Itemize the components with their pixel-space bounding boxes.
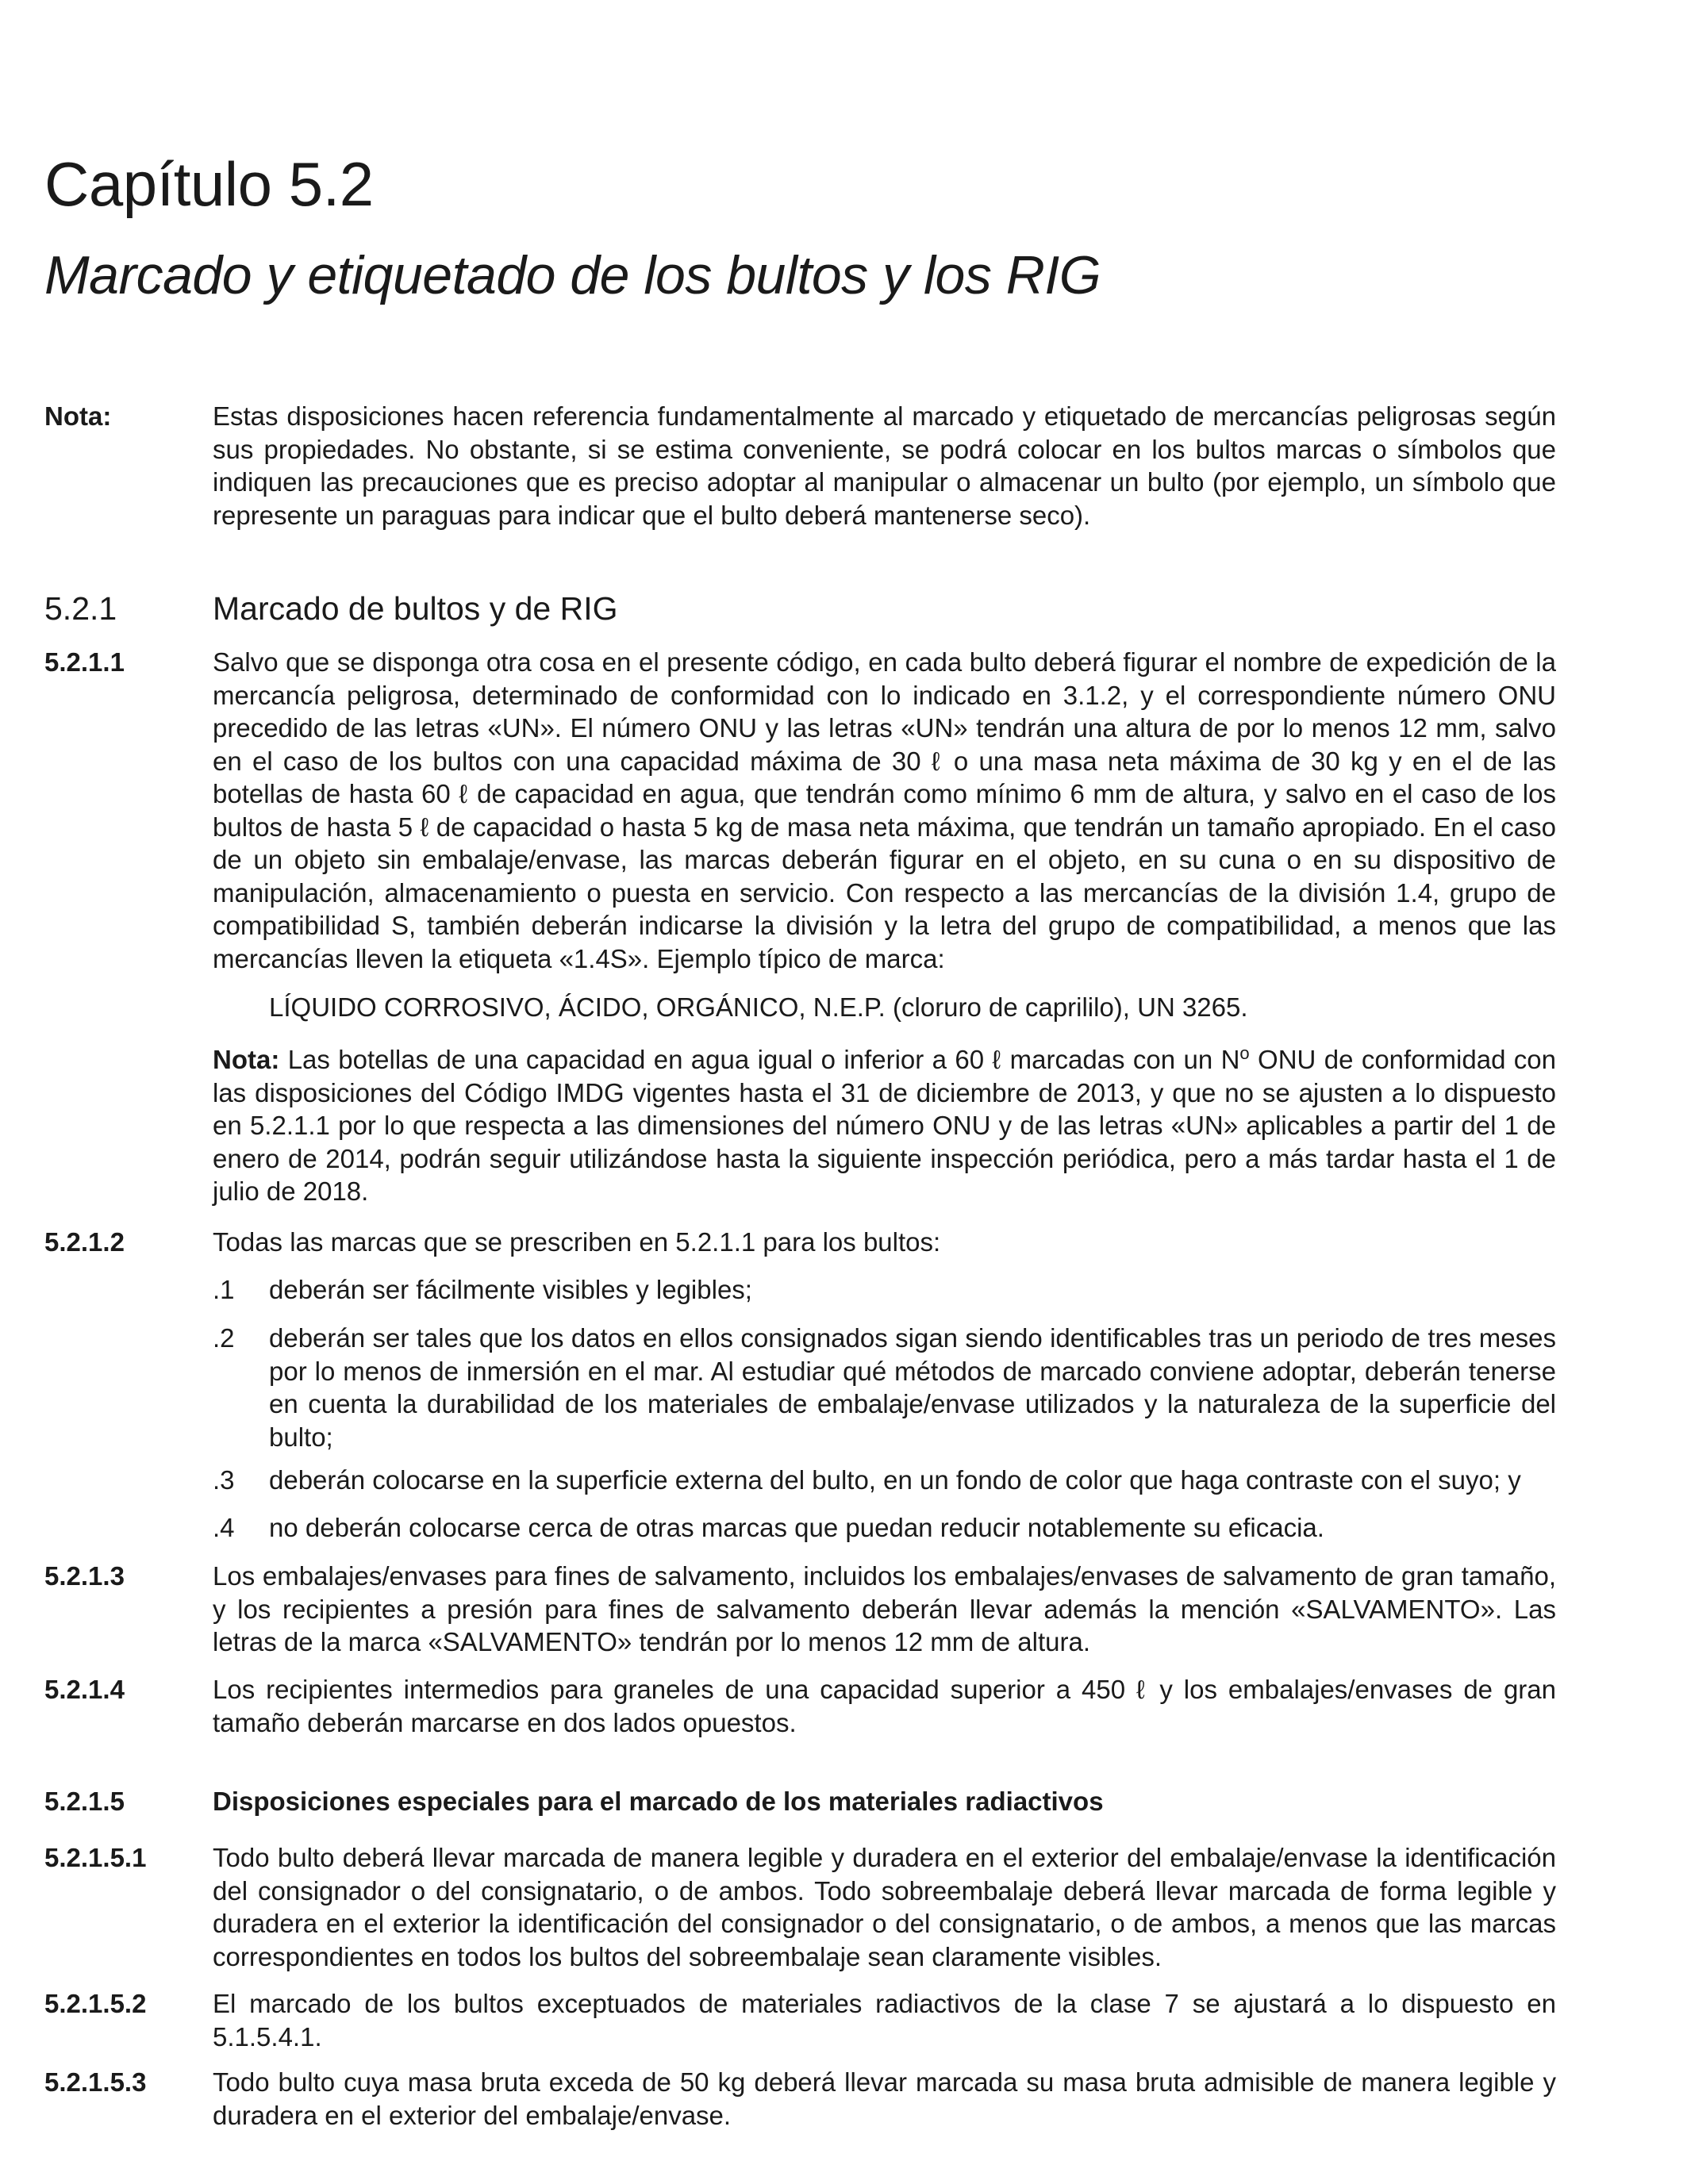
paragraph-text: Los recipientes intermedios para graneles de una capacidad superior a 450 ℓ y los embalajes/envases de gran tamaño deberán marcarse en dos lados opuestos. bbox=[213, 1675, 1556, 1737]
paragraph-number: 5.2.1.5.2 bbox=[44, 1989, 147, 2018]
intro-note-label: Nota: bbox=[44, 401, 112, 431]
paragraph-text: Salvo que se disponga otra cosa en el presente código, en cada bulto deberá figurar el nombre de expedición de la mercancía peligrosa, determinado de conformidad con lo indicado en 3.1.2, y el correspondiente número ONU precedido de las letras «UN». El número ONU y las letras «UN» tendrán una altura de por lo menos 12 mm, salvo en el caso de los bultos con una capacidad máxima de 30 ℓ o una masa neta máxima de 30 kg y en el de las botellas de hasta 60 ℓ de capacidad en agua, que tendrán como mínimo 6 mm de altura, y salvo en el caso de los bultos de hasta 5 ℓ de capacidad o hasta 5 kg de masa neta máxima, que tendrán un tamaño apropiado. En el caso de un objeto sin embalaje/envase, las marcas deberán figurar en el objeto, en su cuna o en su dispositivo de manipulación, almacenamiento o puesta en servicio. Con respecto a las mercancías de la división 1.4, grupo de compatibilidad S, también deberán indicarse la división y la letra del grupo de compatibilidad, a menos que las mercancías lleven la etiqueta «1.4S». Ejemplo típico de marca: bbox=[213, 647, 1556, 973]
section-title: Marcado de bultos y de RIG bbox=[213, 590, 618, 627]
paragraph-number: 5.2.1.5.1 bbox=[44, 1843, 147, 1872]
paragraph-number: 5.2.1.4 bbox=[44, 1675, 125, 1704]
list-item-number: .2 bbox=[213, 1323, 235, 1353]
list-item-text: deberán colocarse en la superficie externa del bulto, en un fondo de color que haga contraste con el suyo; y bbox=[269, 1465, 1521, 1495]
marking-example: LÍQUIDO CORROSIVO, ÁCIDO, ORGÁNICO, N.E.P. (cloruro de caprililo), UN 3265. bbox=[269, 992, 1248, 1022]
paragraph-number: 5.2.1.2 bbox=[44, 1227, 125, 1257]
paragraph-note bbox=[213, 1043, 1556, 1208]
list-item-number: .3 bbox=[213, 1465, 235, 1495]
paragraph-text: El marcado de los bultos exceptuados de materiales radiactivos de la clase 7 se ajustará a lo dispuesto en 5.1.5.4.1. bbox=[213, 1989, 1556, 2052]
paragraph-text: Todo bulto cuya masa bruta exceda de 50 kg deberá llevar marcada su masa bruta admisible de manera legible y duradera en el exterior del embalaje/envase. bbox=[213, 2067, 1556, 2130]
list-item-text: no deberán colocarse cerca de otras marcas que puedan reducir notablemente su eficacia. bbox=[269, 1513, 1324, 1542]
paragraph-number: 5.2.1.1 bbox=[44, 647, 125, 677]
note-text-a: Las botellas de una capacidad en agua igual o inferior a 60 ℓ marcadas con un N bbox=[287, 1045, 1240, 1074]
list-item-number: .1 bbox=[213, 1275, 235, 1304]
paragraph-text: Todo bulto deberá llevar marcada de manera legible y duradera en el exterior del embalaje/envase la identificación del consignador o del consignatario, o de ambos. Todo sobreembalaje deberá llevar marcada de forma legible y duradera en el exterior la identificación del consignador o del consignatario, o de ambos, a menos que las marcas correspondientes en todos los bultos del sobreembalaje sean claramente visibles. bbox=[213, 1843, 1556, 1971]
subsection-title: Disposiciones especiales para el marcado de los materiales radiactivos bbox=[213, 1787, 1104, 1816]
paragraph-number: 5.2.1.3 bbox=[44, 1561, 125, 1591]
paragraph-number: 5.2.1.5 bbox=[44, 1787, 125, 1816]
paragraph-text: Los embalajes/envases para fines de salvamento, incluidos los embalajes/envases de salvamento de gran tamaño, y los recipientes a presión para fines de salvamento deberán llevar además la mención «SALVAMENTO». Las letras de la marca «SALVAMENTO» tendrán por lo menos 12 mm de altura. bbox=[213, 1561, 1556, 1656]
chapter-subtitle: Marcado y etiquetado de los bultos y los RIG bbox=[44, 245, 1101, 305]
note-text-b: ONU de conformidad con las disposiciones del Código IMDG vigentes hasta el 31 de diciembre de 2013, y que no se ajusten a lo dispuesto en 5.2.1.1 por lo que respecta a las dimensiones del número ONU y de las letras «UN» aplicables a partir del 1 de enero de 2014, podrán seguir utilizándose hasta la siguiente inspección periódica, pero a más tardar hasta el 1 de julio de 2018. bbox=[213, 1045, 1556, 1206]
section-number: 5.2.1 bbox=[44, 590, 117, 627]
intro-note-text: Estas disposiciones hacen referencia fundamentalmente al marcado y etiquetado de mercancías peligrosas según sus propiedades. No obstante, si se estima conveniente, se podrá colocar en los bultos marcas o símbolos que indiquen las precauciones que es preciso adoptar al manipular o almacenar un bulto (por ejemplo, un símbolo que represente un paraguas para indicar que el bulto deberá mantenerse seco). bbox=[213, 401, 1556, 530]
note-label: Nota: bbox=[213, 1045, 280, 1074]
paragraph-number: 5.2.1.5.3 bbox=[44, 2067, 147, 2097]
note-superscript: o bbox=[1239, 1043, 1250, 1063]
chapter-title: Capítulo 5.2 bbox=[44, 149, 374, 219]
list-item-text: deberán ser tales que los datos en ellos consignados sigan siendo identificables tras un periodo de tres meses por lo menos de inmersión en el mar. Al estudiar qué métodos de marcado conviene adoptar, deberán tenerse en cuenta la durabilidad de los materiales de embalaje/envase utilizados y la naturaleza de la superficie del bulto; bbox=[269, 1323, 1556, 1452]
paragraph-text: Todas las marcas que se prescriben en 5.2.1.1 para los bultos: bbox=[213, 1227, 941, 1257]
list-item-text: deberán ser fácilmente visibles y legibles; bbox=[269, 1275, 752, 1304]
list-item-number: .4 bbox=[213, 1513, 235, 1542]
